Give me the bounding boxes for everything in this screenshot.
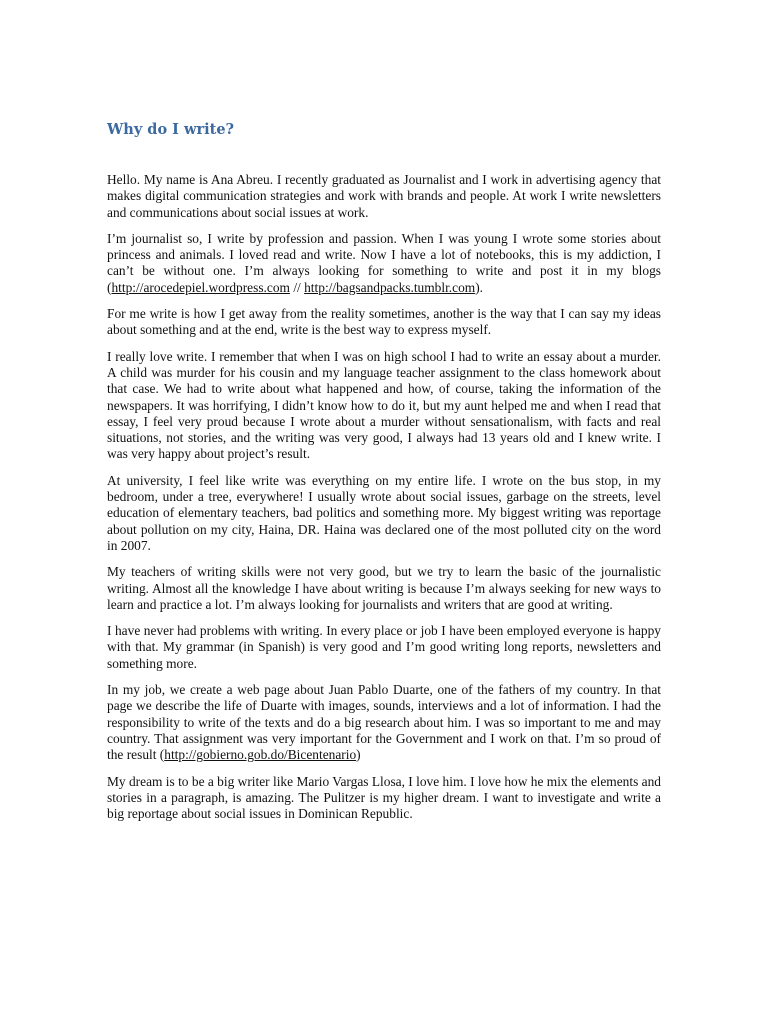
paragraph-teachers: My teachers of writing skills were not very good, but we try to learn the basic of the journalistic writing. Almost all the knowledge I have about writing is because I’m always seeking for new ways to learn and practice a lot. I’m always looking for journalists and writers that are good at writing. — [107, 564, 661, 612]
link-separator: // — [289, 279, 305, 295]
paragraph-text: I’m journalist so, I write by profession and passion. When I was young I wrote some stories about princess and animals. I loved read and write. Now I have a lot of notebooks, this is my addiction, I can’t be without one. I’m always looking for something to write and post it in my blogs ( — [107, 230, 661, 295]
paragraph-text-end: ) — [356, 747, 361, 763]
paragraph-journalist — [107, 231, 661, 296]
paragraph-no-problems: I have never had problems with writing. In every place or job I have been employed everyone is happy with that. My grammar (in Spanish) is very good and I’m good writing long reports, newsletters and something more. — [107, 623, 661, 671]
page-title: Why do I write? — [107, 121, 235, 138]
document-body — [107, 120, 661, 832]
bicentenario-link[interactable]: http://gobierno.gob.do/Bicentenario — [164, 747, 357, 763]
paragraph-job — [107, 682, 661, 763]
blog-link-tumblr[interactable]: http://bagsandpacks.tumblr.com — [304, 279, 476, 295]
paragraph-text-end: ). — [475, 279, 483, 295]
paragraph-dream: My dream is to be a big writer like Mario Vargas Llosa, I love him. I love how he mix the elements and stories in a paragraph, is amazing. The Pulitzer is my higher dream. I want to investigate and write a big reportage about social issues in Dominican Republic. — [107, 773, 661, 822]
paragraph-high-school: I really love write. I remember that when I was on high school I had to write an essay about a murder. A child was murder for his cousin and my language teacher assignment to the class homework about that case. We had to write about what happened and how, of course, taking the information of the newspapers. It was horrifying, I didn’t know how to do it, but my aunt helped me and when I read that essay, I feel very proud because I wrote about a murder without sensationalism, with facts and real situations, not stories, and the writing was very good, I always had 13 years old and I knew write. I was very happy about project’s result. — [107, 348, 661, 462]
paragraph-intro: Hello. My name is Ana Abreu. I recently graduated as Journalist and I work in advertising agency that makes digital communication strategies and work with brands and people. At work I write newsletters and communications about social issues at work. — [107, 172, 661, 220]
paragraph-university: At university, I feel like write was everything on my entire life. I wrote on the bus stop, in my bedroom, under a tree, everywhere! I usually wrote about social issues, garbage on the streets, level education of elementary teachers, bad politics and something more. My biggest writing was reportage about pollution on my city, Haina, DR. Haina was declared one of the most polluted city on the word in 2007. — [107, 472, 661, 553]
paragraph-escape: For me write is how I get away from the reality sometimes, another is the way that I can say my ideas about something and at the end, write is the best way to express myself. — [107, 306, 661, 338]
paragraph-text: In my job, we create a web page about Juan Pablo Duarte, one of the fathers of my country. In that page we describe the life of Duarte with images, sounds, interviews and a lot of information. I had the responsibility to write of the texts and do a big research about him. I was so important to me and may country. That assignment was very important for the Government and I work on that. I’m so proud of the result ( — [107, 682, 661, 763]
blog-link-wordpress[interactable]: http://arocedepiel.wordpress.com — [111, 279, 290, 295]
